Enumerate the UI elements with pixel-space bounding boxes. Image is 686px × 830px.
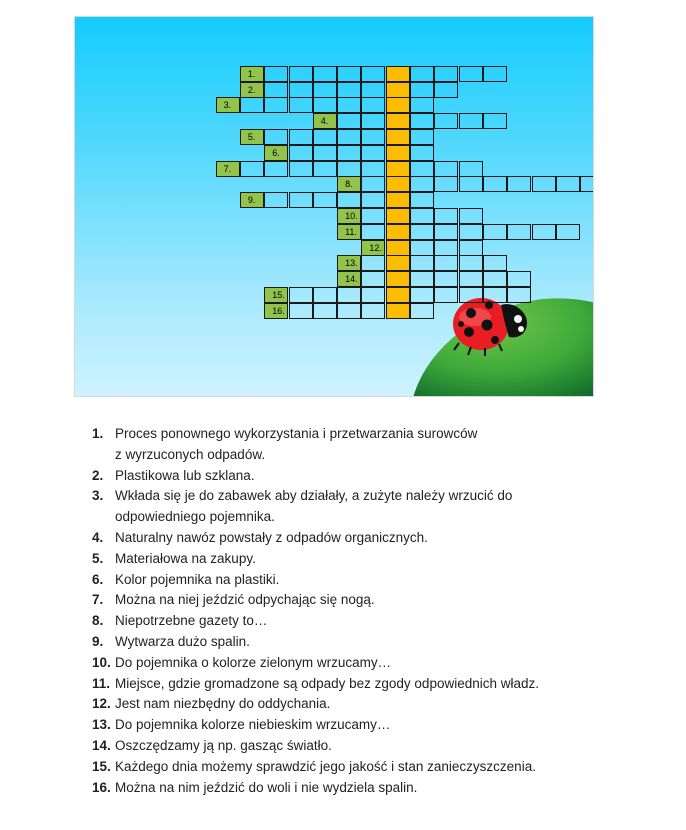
answer-cell[interactable] xyxy=(361,224,385,240)
clue-text: Można na nim jeździć do woli i nie wydziela spalin. xyxy=(115,779,418,795)
clue-item xyxy=(92,486,632,528)
answer-cell[interactable] xyxy=(410,113,434,129)
answer-cell[interactable] xyxy=(361,303,385,319)
clue-number-cell: 16. xyxy=(264,303,288,319)
answer-cell[interactable] xyxy=(507,224,531,240)
clue-number-cell: 5. xyxy=(240,129,264,145)
crossword-panel xyxy=(74,16,594,397)
answer-cell[interactable] xyxy=(289,192,313,208)
answer-cell[interactable] xyxy=(313,66,337,82)
password-cell[interactable] xyxy=(386,240,410,256)
answer-cell[interactable] xyxy=(361,192,385,208)
answer-cell[interactable] xyxy=(410,82,434,98)
password-cell[interactable] xyxy=(386,287,410,303)
answer-cell[interactable] xyxy=(264,161,288,177)
answer-cell[interactable] xyxy=(410,303,434,319)
clue-number-cell: 11. xyxy=(337,224,361,240)
answer-cell[interactable] xyxy=(434,224,458,240)
answer-cell[interactable] xyxy=(580,176,594,192)
answer-cell[interactable] xyxy=(410,208,434,224)
clue-text: Materiałowa na zakupy. xyxy=(115,550,256,566)
answer-cell[interactable] xyxy=(361,271,385,287)
clue-number-cell: 9. xyxy=(240,192,264,208)
answer-cell[interactable] xyxy=(313,145,337,161)
answer-cell[interactable] xyxy=(313,82,337,98)
answer-cell[interactable] xyxy=(361,255,385,271)
clue-text: Wytwarza dużo spalin. xyxy=(115,633,250,649)
answer-cell[interactable] xyxy=(410,176,434,192)
clue-item xyxy=(92,778,632,799)
password-cell[interactable] xyxy=(386,113,410,129)
clue-text: z wyrzuconych odpadów. xyxy=(115,446,266,462)
password-cell[interactable] xyxy=(386,192,410,208)
answer-cell[interactable] xyxy=(434,66,458,82)
answer-cell[interactable] xyxy=(410,97,434,113)
answer-cell[interactable] xyxy=(410,224,434,240)
clue-text: Do pojemnika o kolorze zielonym wrzucamy… xyxy=(115,654,392,670)
clue-text: Miejsce, gdzie gromadzone są odpady bez zgody odpowiednich władz. xyxy=(115,675,540,691)
clue-item xyxy=(92,528,632,549)
clue-item xyxy=(92,653,632,674)
answer-cell[interactable] xyxy=(507,287,531,303)
clue-text: Jest nam niezbędny do oddychania. xyxy=(115,696,331,712)
clue-item xyxy=(92,570,632,591)
clue-number: 8. xyxy=(92,613,104,629)
answer-cell[interactable] xyxy=(483,271,507,287)
clue-number: 6. xyxy=(92,571,104,587)
answer-cell[interactable] xyxy=(289,287,313,303)
clue-number-cell: 7. xyxy=(216,161,240,177)
password-cell[interactable] xyxy=(386,255,410,271)
answer-cell[interactable] xyxy=(532,176,556,192)
answer-cell[interactable] xyxy=(337,287,361,303)
clue-text: Plastikowa lub szklana. xyxy=(115,467,255,483)
clue-text: Naturalny nawóz powstały z odpadów organicznych. xyxy=(115,529,428,545)
clue-number-cell: 12. xyxy=(361,240,385,256)
answer-cell[interactable] xyxy=(434,82,458,98)
answer-cell[interactable] xyxy=(410,240,434,256)
answer-cell[interactable] xyxy=(313,287,337,303)
answer-cell[interactable] xyxy=(507,176,531,192)
clue-number: 2. xyxy=(92,467,104,483)
answer-cell[interactable] xyxy=(434,176,458,192)
clue-number-cell: 6. xyxy=(264,145,288,161)
answer-cell[interactable] xyxy=(410,145,434,161)
answer-cell[interactable] xyxy=(459,66,483,82)
clue-number: 7. xyxy=(92,592,104,608)
answer-cell[interactable] xyxy=(264,192,288,208)
answer-cell[interactable] xyxy=(337,82,361,98)
answer-cell[interactable] xyxy=(507,271,531,287)
answer-cell[interactable] xyxy=(483,176,507,192)
clue-text: Proces ponownego wykorzystania i przetwarzania surowców xyxy=(115,426,478,441)
clue-number: 4. xyxy=(92,529,104,545)
clue-item xyxy=(92,424,632,466)
answer-cell[interactable] xyxy=(361,176,385,192)
answer-cell[interactable] xyxy=(410,129,434,145)
answer-cell[interactable] xyxy=(337,161,361,177)
answer-cell[interactable] xyxy=(483,224,507,240)
answer-cell[interactable] xyxy=(410,161,434,177)
answer-cell[interactable] xyxy=(313,161,337,177)
clue-item xyxy=(92,674,632,695)
answer-cell[interactable] xyxy=(313,192,337,208)
answer-cell[interactable] xyxy=(434,240,458,256)
clue-text: Każdego dnia możemy sprawdzić jego jakość i stan zanieczyszczenia. xyxy=(115,758,536,774)
clue-text: odpowiedniego pojemnika. xyxy=(115,509,275,525)
answer-cell[interactable] xyxy=(434,255,458,271)
answer-cell[interactable] xyxy=(459,271,483,287)
answer-cell[interactable] xyxy=(459,161,483,177)
answer-cell[interactable] xyxy=(289,82,313,98)
clue-number-cell: 3. xyxy=(216,97,240,113)
answer-cell[interactable] xyxy=(361,97,385,113)
answer-cell[interactable] xyxy=(337,97,361,113)
answer-cell[interactable] xyxy=(240,161,264,177)
clue-number-cell: 4. xyxy=(313,113,337,129)
clue-number: 1. xyxy=(92,426,104,441)
answer-cell[interactable] xyxy=(289,97,313,113)
password-cell[interactable] xyxy=(386,303,410,319)
answer-cell[interactable] xyxy=(264,129,288,145)
password-cell[interactable] xyxy=(386,176,410,192)
answer-cell[interactable] xyxy=(361,287,385,303)
password-cell[interactable] xyxy=(386,208,410,224)
clue-number: 14. xyxy=(92,737,111,753)
answer-cell[interactable] xyxy=(434,161,458,177)
answer-cell[interactable] xyxy=(361,66,385,82)
clue-item xyxy=(92,590,632,611)
password-cell[interactable] xyxy=(386,82,410,98)
answer-cell[interactable] xyxy=(264,82,288,98)
answer-cell[interactable] xyxy=(483,113,507,129)
clue-text: Wkłada się je do zabawek aby działały, a zużyte należy wrzucić do xyxy=(115,488,513,504)
password-cell[interactable] xyxy=(386,224,410,240)
answer-cell[interactable] xyxy=(361,113,385,129)
clue-item xyxy=(92,715,632,736)
password-cell[interactable] xyxy=(386,66,410,82)
answer-cell[interactable] xyxy=(313,97,337,113)
answer-cell[interactable] xyxy=(556,176,580,192)
answer-cell[interactable] xyxy=(289,303,313,319)
answer-cell[interactable] xyxy=(459,255,483,271)
clue-number-cell: 1. xyxy=(240,66,264,82)
answer-cell[interactable] xyxy=(361,129,385,145)
clue-item xyxy=(92,736,632,757)
answer-cell[interactable] xyxy=(361,82,385,98)
clue-text: Oszczędzamy ją np. gasząc światło. xyxy=(115,737,332,753)
answer-cell[interactable] xyxy=(434,271,458,287)
answer-cell[interactable] xyxy=(434,287,458,303)
answer-cell[interactable] xyxy=(459,113,483,129)
answer-cell[interactable] xyxy=(434,113,458,129)
answer-cell[interactable] xyxy=(483,287,507,303)
clue-number-cell: 13. xyxy=(337,255,361,271)
answer-cell[interactable] xyxy=(459,240,483,256)
answer-cell[interactable] xyxy=(434,208,458,224)
clue-number-cell: 10. xyxy=(337,208,361,224)
answer-cell[interactable] xyxy=(556,224,580,240)
clue-number-cell: 14. xyxy=(337,271,361,287)
answer-cell[interactable] xyxy=(459,224,483,240)
password-cell[interactable] xyxy=(386,145,410,161)
clue-number: 13. xyxy=(92,717,111,733)
clue-number: 11. xyxy=(92,675,111,691)
answer-cell[interactable] xyxy=(361,161,385,177)
answer-cell[interactable] xyxy=(289,129,313,145)
answer-cell[interactable] xyxy=(483,255,507,271)
password-cell[interactable] xyxy=(386,161,410,177)
clue-text: Do pojemnika kolorze niebieskim wrzucamy… xyxy=(115,717,391,733)
answer-cell[interactable] xyxy=(313,129,337,145)
answer-cell[interactable] xyxy=(410,255,434,271)
answer-cell[interactable] xyxy=(313,303,337,319)
clue-list xyxy=(92,424,632,798)
answer-cell[interactable] xyxy=(337,303,361,319)
clue-number: 15. xyxy=(92,758,111,774)
answer-cell[interactable] xyxy=(361,145,385,161)
answer-cell[interactable] xyxy=(483,66,507,82)
clue-number-cell: 15. xyxy=(264,287,288,303)
answer-cell[interactable] xyxy=(337,145,361,161)
clue-item xyxy=(92,757,632,778)
clue-item xyxy=(92,611,632,632)
clue-item xyxy=(92,632,632,653)
clue-item xyxy=(92,466,632,487)
password-cell[interactable] xyxy=(386,129,410,145)
clue-number: 12. xyxy=(92,696,111,712)
answer-cell[interactable] xyxy=(532,224,556,240)
answer-cell[interactable] xyxy=(361,208,385,224)
answer-cell[interactable] xyxy=(337,66,361,82)
password-cell[interactable] xyxy=(386,271,410,287)
clue-number: 3. xyxy=(92,488,104,504)
answer-cell[interactable] xyxy=(289,66,313,82)
answer-cell[interactable] xyxy=(240,97,264,113)
clue-text: Niepotrzebne gazety to… xyxy=(115,613,268,629)
answer-cell[interactable] xyxy=(459,287,483,303)
answer-cell[interactable] xyxy=(264,66,288,82)
clue-number: 9. xyxy=(92,633,104,649)
clue-number: 10. xyxy=(92,654,111,670)
answer-cell[interactable] xyxy=(289,145,313,161)
clue-text: Można na niej jeździć odpychając się nogą. xyxy=(115,592,375,608)
answer-cell[interactable] xyxy=(459,176,483,192)
answer-cell[interactable] xyxy=(410,287,434,303)
answer-cell[interactable] xyxy=(337,113,361,129)
answer-cell[interactable] xyxy=(459,208,483,224)
answer-cell[interactable] xyxy=(337,192,361,208)
answer-cell[interactable] xyxy=(410,66,434,82)
clue-number: 16. xyxy=(92,779,111,795)
clue-text: Kolor pojemnika na plastiki. xyxy=(115,571,280,587)
clue-number: 5. xyxy=(92,550,104,566)
clue-item xyxy=(92,549,632,570)
answer-cell[interactable] xyxy=(410,192,434,208)
answer-cell[interactable] xyxy=(410,271,434,287)
answer-cell[interactable] xyxy=(337,129,361,145)
clue-number-cell: 2. xyxy=(240,82,264,98)
clue-item xyxy=(92,694,632,715)
answer-cell[interactable] xyxy=(264,97,288,113)
clue-number-cell: 8. xyxy=(337,176,361,192)
answer-cell[interactable] xyxy=(289,161,313,177)
password-cell[interactable] xyxy=(386,97,410,113)
